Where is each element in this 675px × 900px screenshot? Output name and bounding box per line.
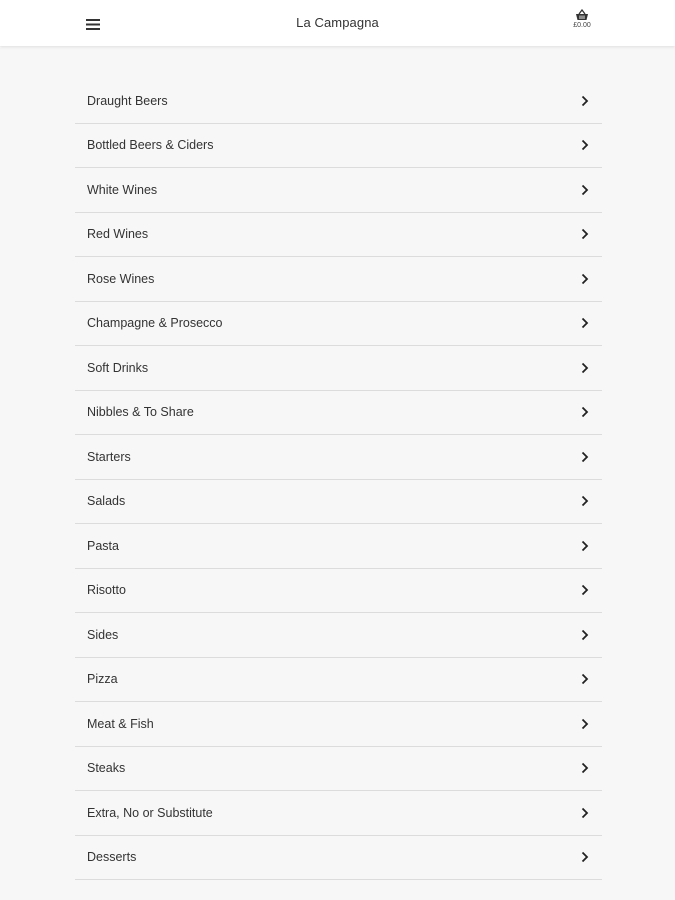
category-item-champagne-prosecco[interactable] [75,302,602,347]
category-item-white-wines[interactable] [75,168,602,213]
category-label: Pasta [87,538,119,553]
category-item-pizza[interactable] [75,658,602,703]
category-item-desserts[interactable] [75,836,602,881]
category-item-meat-fish[interactable] [75,702,602,747]
category-item-soft-drinks[interactable] [75,346,602,391]
category-item-rose-wines[interactable] [75,257,602,302]
chevron-right-icon [580,451,590,463]
category-item-starters[interactable] [75,435,602,480]
chevron-right-icon [580,406,590,418]
category-label: Desserts [87,850,137,865]
category-item-bottled-beers-ciders[interactable] [75,124,602,169]
chevron-right-icon [580,228,590,240]
category-item-red-wines[interactable] [75,213,602,258]
chevron-right-icon [580,851,590,863]
category-label: Draught Beers [87,93,168,108]
category-item-nibbles-to-share[interactable] [75,391,602,436]
category-label: Pizza [87,672,118,687]
category-label: Rose Wines [87,271,155,286]
category-list [75,78,602,880]
chevron-right-icon [580,139,590,151]
page-title: La Campagna [296,15,379,30]
chevron-right-icon [580,495,590,507]
chevron-right-icon [580,362,590,374]
category-label: Extra, No or Substitute [87,805,213,820]
category-item-salads[interactable] [75,480,602,525]
category-label: Meat & Fish [87,716,154,731]
category-label: Salads [87,494,126,509]
category-label: White Wines [87,182,158,197]
category-label: Champagne & Prosecco [87,316,223,331]
basket-button[interactable] [562,9,602,39]
category-label: Steaks [87,761,126,776]
category-item-draught-beers[interactable] [75,79,602,124]
chevron-right-icon [580,273,590,285]
chevron-right-icon [580,762,590,774]
chevron-right-icon [580,807,590,819]
chevron-right-icon [580,673,590,685]
category-label: Nibbles & To Share [87,405,194,420]
category-item-extra-no-substitute[interactable] [75,791,602,836]
chevron-right-icon [580,718,590,730]
chevron-right-icon [580,540,590,552]
category-label: Sides [87,627,119,642]
chevron-right-icon [580,184,590,196]
basket-icon [575,9,589,21]
category-label: Soft Drinks [87,360,149,375]
category-item-risotto[interactable] [75,569,602,614]
category-label: Red Wines [87,227,149,242]
basket-total: £0.00 [573,22,591,29]
top-app-bar [0,0,675,46]
chevron-right-icon [580,317,590,329]
category-item-steaks[interactable] [75,747,602,792]
category-item-pasta[interactable] [75,524,602,569]
chevron-right-icon [580,629,590,641]
category-item-sides[interactable] [75,613,602,658]
chevron-right-icon [580,584,590,596]
category-label: Bottled Beers & Ciders [87,138,214,153]
chevron-right-icon [580,95,590,107]
category-label: Risotto [87,583,126,598]
category-label: Starters [87,449,131,464]
